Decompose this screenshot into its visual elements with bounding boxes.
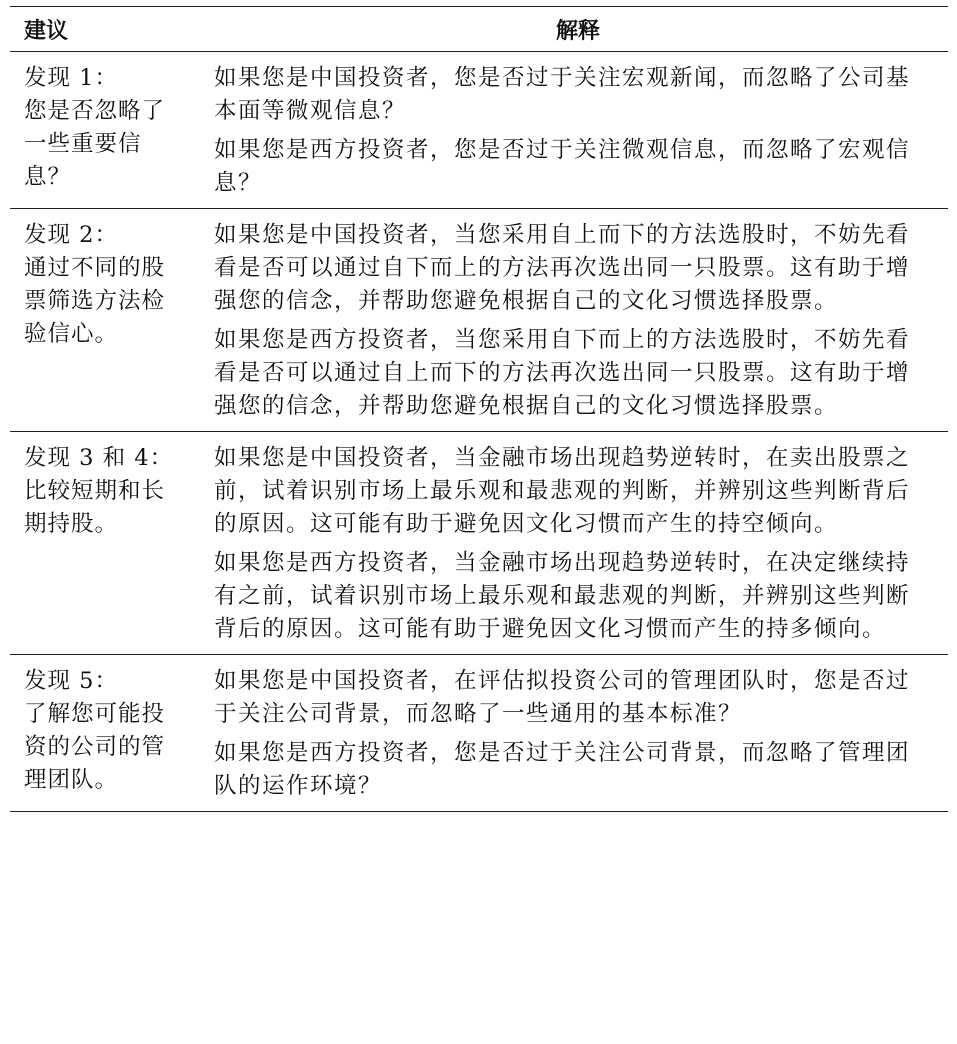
header-explanation: 解释: [208, 7, 948, 52]
table-row: [10, 52, 948, 209]
explanation-cell: [208, 432, 948, 655]
chinese-investor-advice: 如果您是中国投资者，当您采用自上而下的方法选股时，不妨先看看是否可以通过自下而上的方法再次选出同一只股票。这有助于增强您的信念，并帮助您避免根据自己的文化习惯选择股票。: [214, 222, 911, 314]
western-investor-advice: 如果您是西方投资者，当金融市场出现趋势逆转时，在决定继续持有之前，试着识别市场上最乐观和最悲观的判断，并辨别这些判断背后的原因。这可能有助于避免因文化习惯而产生的持多倾向。: [214, 550, 911, 642]
western-investor-advice: 如果您是西方投资者，您是否过于关注公司背景，而忽略了管理团队的运作环境？: [214, 740, 911, 799]
table-row: [10, 432, 948, 655]
explanation-cell: [208, 655, 948, 812]
western-investor-advice: 如果您是西方投资者，当您采用自下而上的方法选股时，不妨先看看是否可以通过自上而下的方法再次选出同一只股票。这有助于增强您的信念，并帮助您避免根据自己的文化习惯选择股票。: [214, 327, 911, 419]
finding-label: 发现 3 和 4：: [24, 445, 174, 471]
finding-question: 了解您可能投资的公司的管理团队。: [24, 701, 166, 793]
finding-label: 发现 1：: [24, 65, 118, 91]
suggestion-cell: [10, 52, 208, 209]
chinese-investor-advice: 如果您是中国投资者，您是否过于关注宏观新闻，而忽略了公司基本面等微观信息？: [214, 65, 911, 124]
western-investor-advice: 如果您是西方投资者，您是否过于关注微观信息，而忽略了宏观信息？: [214, 137, 911, 196]
chinese-investor-advice: 如果您是中国投资者，在评估拟投资公司的管理团队时，您是否过于关注公司背景，而忽略了一些通用的基本标准？: [214, 668, 911, 727]
advice-table: [10, 6, 948, 812]
finding-question: 比较短期和长期持股。: [24, 478, 166, 537]
explanation-cell: [208, 209, 948, 432]
finding-question: 通过不同的股票筛选方法检验信心。: [24, 255, 166, 347]
table-row: [10, 655, 948, 812]
suggestion-cell: [10, 432, 208, 655]
explanation-cell: [208, 52, 948, 209]
header-suggestion: 建议: [10, 7, 208, 52]
finding-label: 发现 5：: [24, 668, 118, 694]
finding-label: 发现 2：: [24, 222, 118, 248]
table-row: [10, 209, 948, 432]
suggestion-cell: [10, 655, 208, 812]
chinese-investor-advice: 如果您是中国投资者，当金融市场出现趋势逆转时，在卖出股票之前，试着识别市场上最乐观和最悲观的判断，并辨别这些判断背后的原因。这可能有助于避免因文化习惯而产生的持空倾向。: [214, 445, 911, 537]
finding-question: 您是否忽略了一些重要信息？: [24, 98, 166, 190]
header-row: [10, 7, 948, 52]
suggestion-cell: [10, 209, 208, 432]
